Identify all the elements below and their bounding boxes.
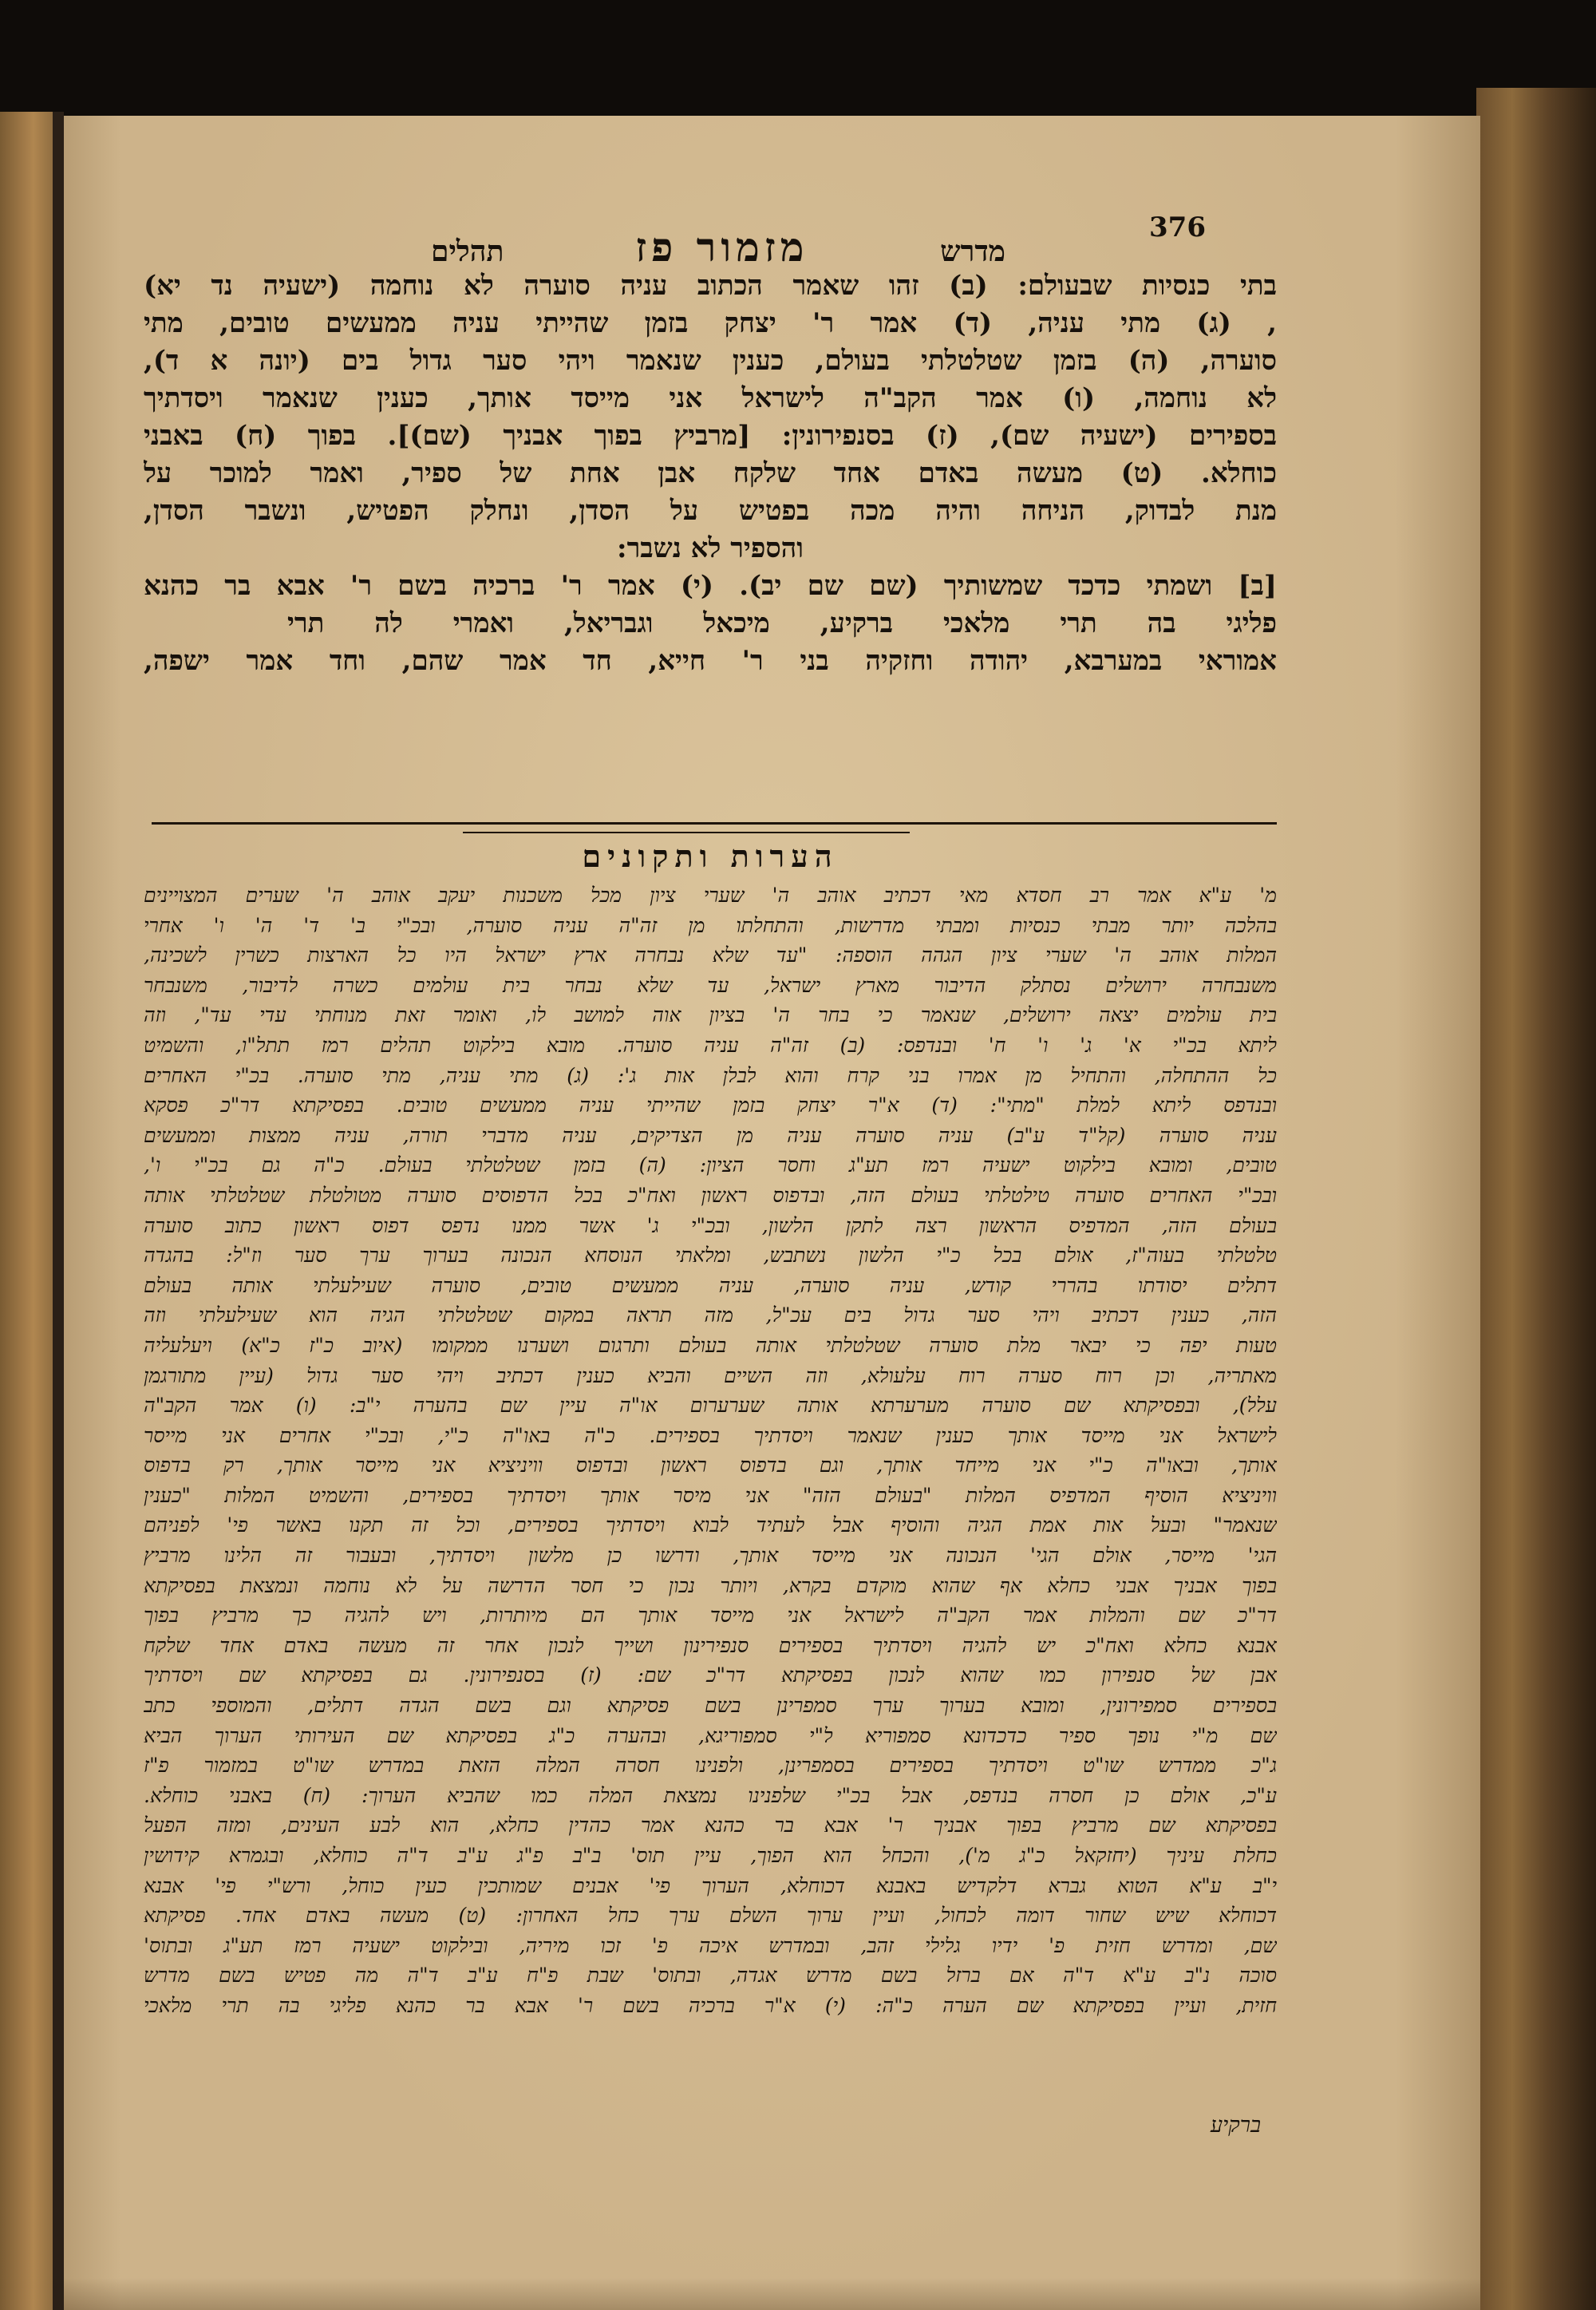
- note-line: ג"כ ממדרש שו"ט ויסדתיך בספירים בסמפרינן, ולפנינו חסרה המלה הזאת במדרש שו"ט במזמור פ"ז: [144, 1754, 1277, 1778]
- note-line: סוכה נ"ב ע"א ד"ה אם ברזל בשם מדרש אגדה, ובתוס' שבת פ"ח ע"ב ד"ה מה פטיש בשם מדרש: [144, 1964, 1277, 1988]
- note-line: כל ההתחלה, והתחיל מן אמרו בני קרח והוא לבלן אות ג': (ג) מתי עניה, מתי סוערה. בכ"י האחרים: [144, 1063, 1277, 1087]
- note-line: דתלים יסודתו בהררי קודש, עניה סוערה, עניה ממעשים טובים, סוערה שעילעלתי אותה בעולם: [144, 1273, 1277, 1297]
- main-text-line: מנת לבדוק, הניחה והיה מכה בפטיש על הסדן, ונחלק הפטיש, ונשבר הסדן,: [144, 495, 1277, 527]
- separator-rule: [152, 822, 1277, 825]
- note-line: עלל), ובפסיקתא שם סוערה מערערתא אותה שערערום או"ה עיין שם בהערה י"ב: (ו) אמר הקב"ה: [144, 1394, 1277, 1418]
- note-line: שם מ"י נופך ספיר כדכדונא סמפוריא ל"י סמפוריגא, ובהערה כ"ג בפסיקתא שם העירותי הערוך הביא: [144, 1723, 1277, 1747]
- book-page: [64, 116, 1480, 2310]
- note-line: דכוחלא שיש שחור דומה לכחול, ועיין ערוך השלם ערך כחל האחרון: (ט) מעשה באדם אחד. פסיקתא: [144, 1904, 1277, 1928]
- note-line: הזה, כענין דכתיב ויהי סער גדול בים עכ"ל, מזה תראה במקום שטלטלתי הגיה הוא שעילעלתי וזה: [144, 1303, 1277, 1327]
- note-line: ובכ"י האחרים סוערה טילטלתי בעולם הזה, ובדפוס ראשון ואח"כ בכל הדפוסים סוערה מטולטלת שטלטלתי אותה: [144, 1183, 1277, 1207]
- note-line: בהלכה יותר מבתי כנסיות ומבתי מדרשות, והתחלתו מן זה"ה עניה סוערה, ובכ"י ב' ד' ה' ו' אחרי: [144, 913, 1277, 937]
- main-text-line: פליגי בה תרי מלאכי ברקיע, מיכאל וגבריאל, ואמרי לה תרי: [287, 607, 1277, 639]
- notes-heading: הערות ותקונים: [582, 838, 839, 874]
- note-line: בית עולמים יצאה ירושלים, שנאמר כי בחר ה' בציון אוה למושב לו, ואומר זאת מנוחתי עדי עד", וזה: [144, 1003, 1277, 1027]
- scan-background-top: [0, 0, 1596, 120]
- note-line: בספירים סמפירונין, ומובא בערוך ערך סמפרינן בשם פסיקתא וגם בשם הגדה דתלים, והמוספי כתב: [144, 1694, 1277, 1718]
- note-catchword: ברקיע: [1210, 2113, 1261, 2138]
- page-bottom-shadow: [64, 2278, 1480, 2310]
- note-line: בעולם הזה, המדפיס הראשון רצה לתקן הלשון, ובכ"י ג' אשר ממנו נדפס דפוס ראשון כתוב סוערה: [144, 1213, 1277, 1237]
- main-text-line: [ב] ושמתי כדכד שמשותיך (שם שם יב). (י) אמר ר' ברכיה בשם ר' אבא בר כהנא: [144, 570, 1277, 602]
- note-line: עניה סוערה (קל"ד ע"ב) עניה סוערה עניה מן הצדיקים, עניה מדברי תורה, עניה ממצות וממעשים: [144, 1123, 1277, 1147]
- note-line: בפסיקתא שם מרביץ בפוך אבניך ר' אבא בר כהנא אמר כהדין כחלא, הוא לבע העינים, ומזה הפעל: [144, 1814, 1277, 1837]
- note-line: לישראל אני מייסד אותך כענין שנאמר ויסדתיך בספירים. כ"ה באו"ה כ"י, ובכ"י אחרים אני מייסר: [144, 1423, 1277, 1447]
- running-head-right: תהלים: [431, 235, 504, 268]
- note-line: הגי' מייסר, אולם הגי' הנכונה אני מייסד אותך, ודרשו כן מלשון ויסדתיך, ובעבור זה הלינו מרביץ: [144, 1544, 1277, 1568]
- note-line: המלות אוהב ה' שערי ציון הגהה הוספה: "עד שלא נבחרה ארץ ישראל היו כל הארצות כשרין לשכינה,: [144, 943, 1277, 967]
- main-text-line: אמוראי במערבא, יהודה וחזקיה בני ר' חייא, חד אמר שהם, וחד אמר ישפה,: [144, 645, 1277, 677]
- note-line: [144, 2021, 1277, 2051]
- note-line: מ' ע"א אמר רב חסדא מאי דכתיב אוהב ה' שערי ציון מכל משכנות יעקב אוהב ה' שערים המצויינים: [144, 884, 1277, 907]
- note-line: משנבחרה ירושלים נסתלק הדיבור מארץ ישראל, עד שלא נבחר בית עולמים כשרה לדיבור, משנבחר: [144, 973, 1277, 997]
- main-text: [144, 267, 1277, 680]
- note-line: שנאמר" ובעל אות אמת הגיה והוסיף אבל לעתיד לבוא ויסדתיך בספירים, וכל זה תקנו באשר פי' לפניהם: [144, 1513, 1277, 1537]
- note-line: אבן של סנפירון כמו שהוא לנכון בפסיקתא דר"כ שם: (ז) בסנפירונין. גם בפסיקתא שם ויסדתיך: [144, 1663, 1277, 1687]
- main-text-line: בתי כנסיות שבעולם: (ב) זהו שאמר הכתוב עניה סוערה לא נוחמה (ישעיה נד יא): [144, 270, 1277, 302]
- note-line: ובנדפס ליתא למלת "מתי": (ד) א"ר יצחק בזמן שהייתי עניה ממעשים טובים. בפסיקתא דר"כ פסקא: [144, 1094, 1277, 1117]
- note-line: טובים, ומובא בילקוט ישעיה רמז תע"ג וחסר הציון: (ה) בזמן שטלטלתי בעולם. כ"ה גם בכ"י ו',: [144, 1153, 1277, 1177]
- note-line: דר"כ שם והמלות אמר הקב"ה לישראל אני מייסד אותך הם מיותרות, ויש להגיה כך מרביץ בפוך: [144, 1604, 1277, 1628]
- note-line: י"ב ע"א הטוא גברא דלקדיש באבנא דכוחלא, הערוך פי' אבנים שמותכין כעין כוחל, ורש"י פי' אבנא: [144, 1873, 1277, 1897]
- notes-text: [144, 880, 1277, 2141]
- book-gutter: [53, 112, 64, 2310]
- note-line: [144, 2081, 1277, 2111]
- note-line: שם, ומדרש חזית פ' ידיו גלילי זהב, ובמדרש איכה פ' זכו מיריה, ובילקוט ישעיה רמז תע"ג ובתוס': [144, 1933, 1277, 1957]
- note-line: טעות יפה כי יבאר מלת סוערה שטלטלתי אותה בעולם ותרגום ושערנו ממקומו (איוב כ"ז כ"א) ויעלעליה: [144, 1333, 1277, 1357]
- running-head-center: מזמור פז: [635, 223, 809, 271]
- note-line: חזית, ועיין בפסיקתא שם הערה כ"ה: (י) א"ר ברכיה בשם ר' אבא בר כהנא פליגי בה תרי מלאכי: [144, 1993, 1277, 2017]
- separator-rule-short: [463, 832, 910, 833]
- note-line: מאתריה, וכן רוח סערה רוח עלעולא, וזה השיים והביא כענין דכתיב ויהי סער גדול (עיין מתורגמן: [144, 1363, 1277, 1387]
- note-line: כחלת עיניך (יחזקאל כ"ג מ'), והכחל הוא הפוך, עיין תוס' ב"ב פ"ג ע"ב ד"ה כוחלא, ובגמרא קידושין: [144, 1844, 1277, 1867]
- note-line: אותך, ובאו"ה כ"י אני מייחד אותך, וגם בדפוס ראשון ובדפוס וויניציא אני מייסר אותך, רק בדפוס: [144, 1454, 1277, 1477]
- left-page-edge: [0, 112, 56, 2310]
- main-text-line: בספירים (ישעיה שם), (ז) בסנפירונין: [מרביץ בפוך אבניך (שם)]. בפוך (ח) באבני: [144, 420, 1277, 452]
- main-text-line: , (ג) מתי עניה, (ד) אמר ר' יצחק בזמן שהייתי עניה ממעשים טובים, מתי: [144, 307, 1277, 339]
- note-line: [144, 2051, 1277, 2081]
- main-text-line: סוערה, (ה) בזמן שטלטלתי בעולם, כענין שנאמר ויהי סער גדול בים (יונה א ד),: [144, 345, 1277, 377]
- note-line: בפוך אבניך אבני כחלא אף שהוא מוקדם בקרא, ויותר נכון כי חסר הדרשה על לא נוחמה ונמצאת בפסיקתא: [144, 1573, 1277, 1597]
- main-text-line: לא נוחמה, (ו) אמר הקב"ה לישראל אני מייסד אותך, כענין שנאמר ויסדתיך: [144, 382, 1277, 414]
- note-line: ליתא בכ"י א' ג' ו' ח' ובנדפס: (ב) זה"ה עניה סוערה. מובא בילקוט תהלים רמז תתל"ו, והשמיט: [144, 1033, 1277, 1057]
- page-number: 376: [1149, 212, 1206, 243]
- main-text-line: והספיר לא נשבר:: [617, 532, 804, 564]
- note-line: וויניציא הוסיף המדפיס המלות "בעולם הזה" אני מיסר אותך ויסדתיך בספירים, והשמיט המלות "כענין: [144, 1483, 1277, 1507]
- note-line: ע"כ, אולם כן חסרה בנדפס, אבל בכ"י שלפנינו נמצאת המלה כמו שהביא הערוך: (ח) באבני כוחלא.: [144, 1783, 1277, 1807]
- running-head-left: מדרש: [940, 235, 1005, 268]
- note-line: אבנא כחלא ואח"כ יש להגיה ויסדתיך בספירים סנפירינון ושייך לנכון אחר זה מעשה באדם אחד שלקח: [144, 1633, 1277, 1657]
- note-line: טלטלתי בעוה"ז, אולם בכל כ"י הלשון נשתבש, ומלאתי הנוסחא הנכונה בערוך ערך סער וז"ל: בהגדה: [144, 1244, 1277, 1268]
- book-right-edge: [1476, 88, 1596, 2310]
- running-head: [431, 223, 1005, 271]
- main-text-line: כוחלא. (ט) מעשה באדם אחד שלקח אבן אחת של ספיר, ואמר למוכר על: [144, 457, 1277, 489]
